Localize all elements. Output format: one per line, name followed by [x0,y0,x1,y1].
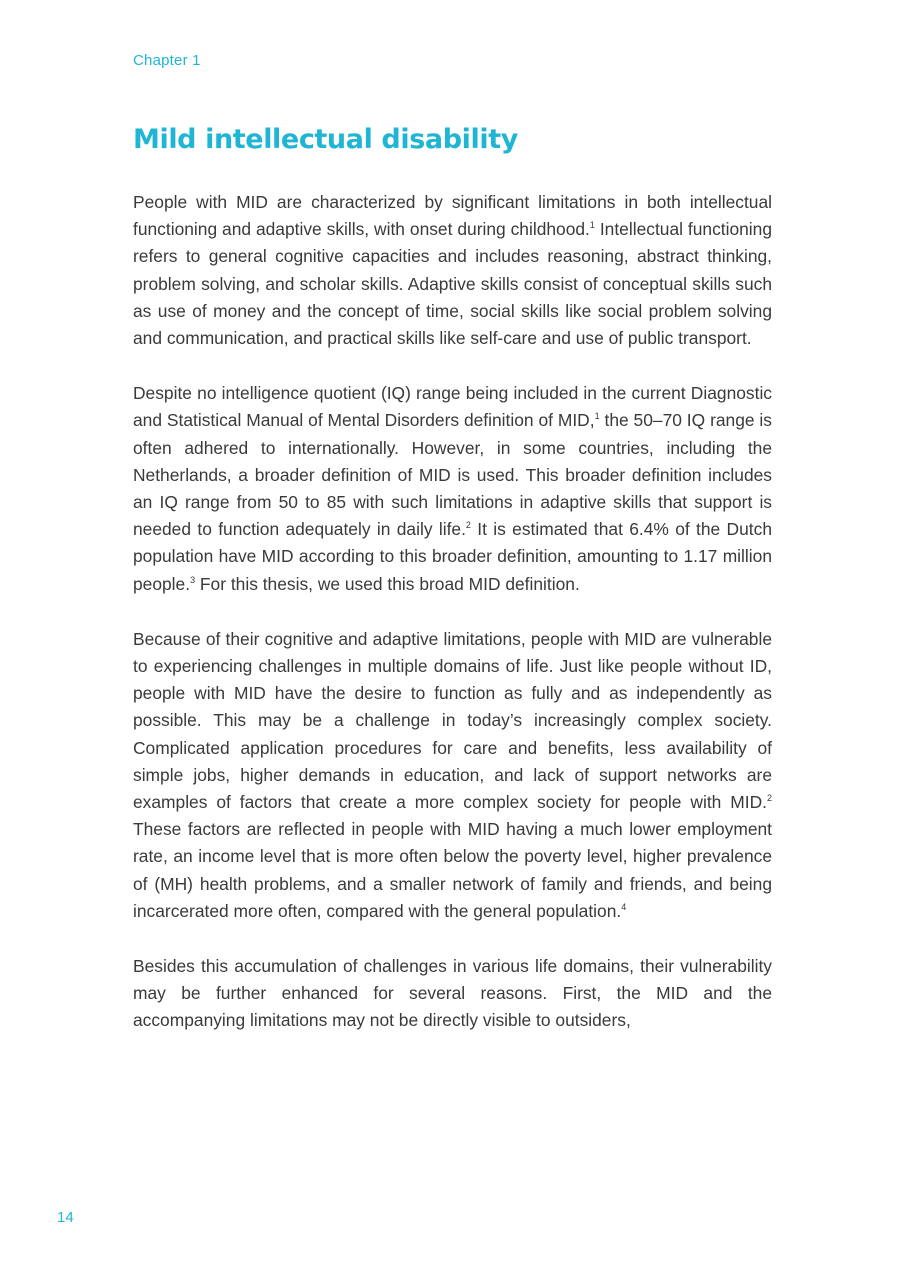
paragraph-2 [133,380,772,598]
reference-marker: 4 [621,901,627,912]
chapter-label: Chapter 1 [133,52,201,69]
reference-marker: 2 [766,793,772,804]
paragraph-3 [133,626,772,925]
reference-marker: 1 [594,411,600,422]
text-segment: Intellectual functioning refers to general cognitive capacities and includes reasoning, abstract thinking, problem solving, and scholar skills. Adaptive skills consist of conceptual skills such as use of money and the concept of time, social skills like social problem solving and communication, and practical skills like self-care and use of public transport. [133,219,773,349]
text-segment: the 50–70 IQ range is often adhered to internationally. However, in some countries, including the Netherlands, a broader definition of MID is used. This broader definition includes an IQ range from 50 to 85 with such limitations in adaptive skills that support is needed to function adequately in daily life. [133,410,772,540]
text-segment: These factors are reflected in people with MID having a much lower employment rate, an income level that is more often below the poverty level, higher prevalence of (MH) health problems, and a smaller network of family and friends, and being incarcerated more often, compared with the general population. [133,819,772,921]
reference-marker: 1 [589,220,595,231]
body-text [133,189,772,1063]
text-segment: People with MID are characterized by significant limitations in both intellectual functioning and adaptive skills, with onset during childhood. [133,192,772,240]
text-segment: Besides this accumulation of challenges in various life domains, their vulnerability may be further enhanced for several reasons. First, the MID and the accompanying limitations may not be directly visible to outsiders, [133,956,772,1031]
section-title: Mild intellectual disability [133,124,518,155]
text-segment: Despite no intelligence quotient (IQ) range being included in the current Diagnostic and Statistical Manual of Mental Disorders definition of MID, [133,383,772,431]
text-segment: It is estimated that 6.4% of the Dutch population have MID according to this broader definition, amounting to 1.17 million people. [133,519,772,594]
reference-marker: 3 [190,574,196,585]
page-number: 14 [57,1209,74,1226]
reference-marker: 2 [465,520,471,531]
paragraph-1 [133,189,772,352]
paragraph-4 [133,953,772,1035]
text-segment: For this thesis, we used this broad MID definition. [195,573,580,594]
text-segment: Because of their cognitive and adaptive limitations, people with MID are vulnerable to experiencing challenges in multiple domains of life. Just like people without ID, people with MID have the desire to function as fully and as independently as possible. This may be a challenge in today’s increasingly complex society. Complicated application procedures for care and benefits, less availability of simple jobs, higher demands in education, and lack of support networks are examples of factors that create a more complex society for people with MID. [133,628,772,813]
